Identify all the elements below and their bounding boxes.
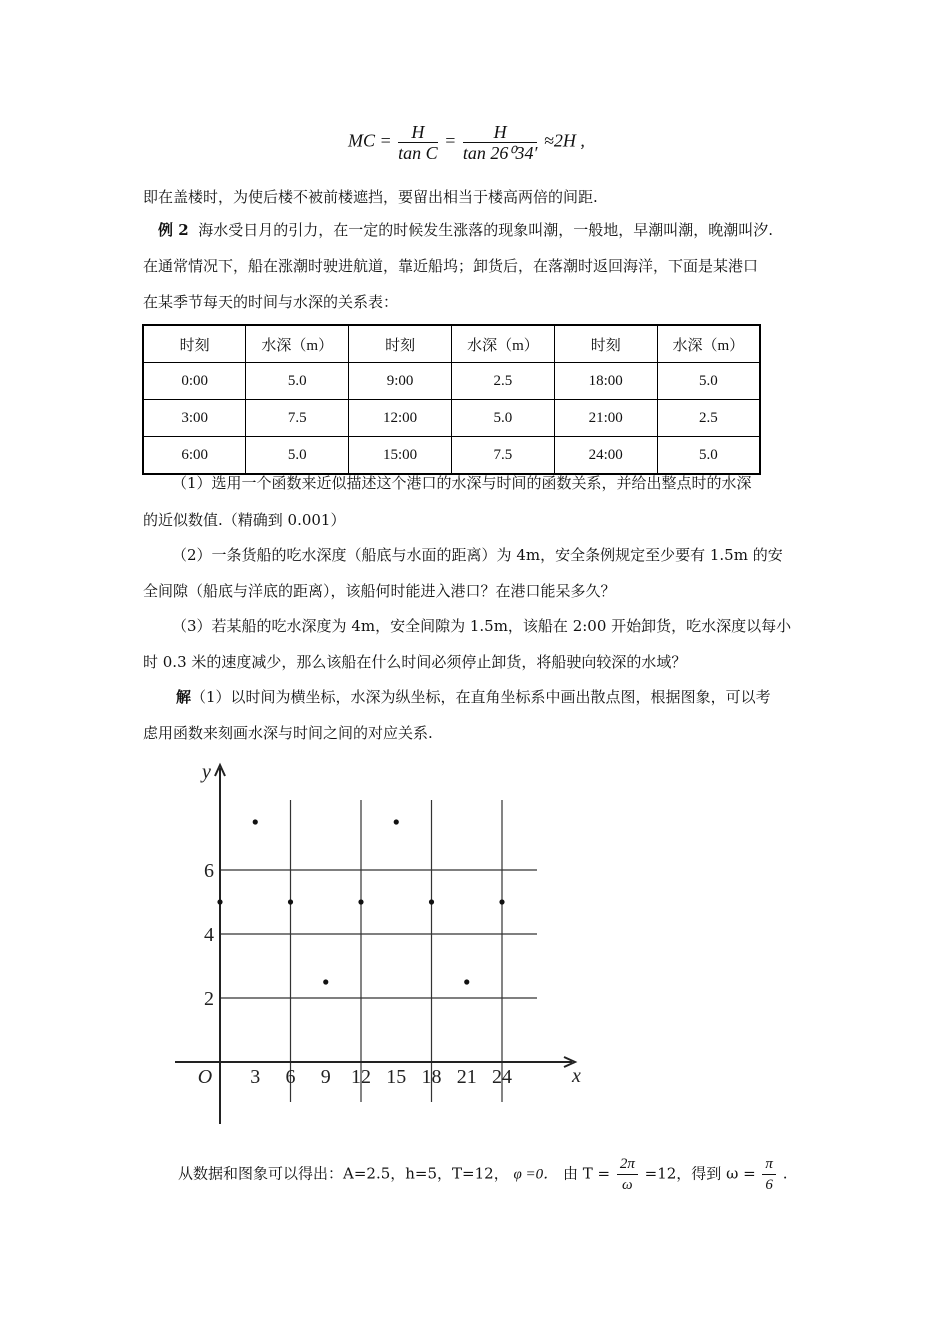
fraction-1 xyxy=(398,122,438,163)
denominator: tan 26⁰34′ xyxy=(462,143,538,163)
numerator: H xyxy=(398,122,438,143)
y-axis-label: y xyxy=(202,761,211,783)
table-cell: 6:00 xyxy=(143,437,246,475)
y-tick-label: 2 xyxy=(204,988,214,1010)
data-point xyxy=(217,899,222,904)
table-row xyxy=(143,363,760,400)
table-cell: 5.0 xyxy=(657,363,760,400)
period-formula: 由 T = xyxy=(562,1164,611,1183)
question-line: （2）一条货船的吃水深度（船底与水面的距离）为 4m，安全条例规定至少要有 1.5m 的安 xyxy=(172,546,783,564)
y-arrow-icon xyxy=(215,765,225,776)
paragraph: 即在盖楼时，为使后楼不被前楼遮挡，要留出相当于楼高两倍的间距. xyxy=(143,188,598,206)
table-header: 时刻 xyxy=(349,325,452,363)
origin-label: O xyxy=(197,1066,213,1088)
phi-value: φ =0． xyxy=(513,1166,559,1183)
table-cell: 5.0 xyxy=(246,363,349,400)
y-tick-label: 4 xyxy=(204,924,214,946)
omega-formula: =12，得到 ω = xyxy=(644,1164,756,1183)
conclusion-text: 从数据和图象可以得出：A=2.5，h=5，T=12， xyxy=(178,1164,509,1183)
table-header: 时刻 xyxy=(143,325,246,363)
example-line xyxy=(158,219,773,240)
x-tick-label: 15 xyxy=(386,1066,407,1088)
x-tick-label: 3 xyxy=(250,1066,261,1088)
data-point xyxy=(288,899,293,904)
solution-label: 解 xyxy=(176,688,192,706)
table-header: 水深（m） xyxy=(451,325,554,363)
table-cell: 3:00 xyxy=(143,400,246,437)
table-header: 水深（m） xyxy=(657,325,760,363)
data-point xyxy=(358,899,363,904)
table-cell: 2.5 xyxy=(657,400,760,437)
x-tick-label: 24 xyxy=(492,1066,512,1088)
formula-mc xyxy=(348,122,585,163)
data-point xyxy=(429,899,434,904)
data-point xyxy=(499,899,504,904)
denominator: tan C xyxy=(398,143,438,163)
table-cell: 21:00 xyxy=(554,400,657,437)
example-line: 在某季节每天的时间与水深的关系表： xyxy=(143,293,399,311)
table-cell: 24:00 xyxy=(554,437,657,475)
question-line: 全间隙（船底与洋底的距离），该船何时能进入港口？在港口能呆多久？ xyxy=(143,582,616,600)
numerator: 2π xyxy=(617,1154,638,1175)
table-cell: 2.5 xyxy=(451,363,554,400)
solution-line: 虑用函数来刻画水深与时间之间的对应关系. xyxy=(143,724,433,742)
table-row xyxy=(143,437,760,475)
table-header: 水深（m） xyxy=(246,325,349,363)
approx: ≈2H , xyxy=(543,130,585,151)
question-line: 的近似数值.（精确到 0.001） xyxy=(143,511,346,529)
x-tick-label: 12 xyxy=(351,1066,371,1088)
fraction-2 xyxy=(463,122,538,163)
table-cell: 5.0 xyxy=(451,400,554,437)
data-point xyxy=(394,819,399,824)
table-cell: 5.0 xyxy=(657,437,760,475)
x-tick-label: 9 xyxy=(320,1066,331,1088)
table-header-row xyxy=(143,325,760,363)
data-point xyxy=(253,819,258,824)
table-cell: 12:00 xyxy=(349,400,452,437)
x-arrow-icon xyxy=(564,1057,575,1067)
x-axis-label: x xyxy=(572,1065,581,1087)
fraction-omega xyxy=(762,1154,776,1195)
table-cell: 18:00 xyxy=(554,363,657,400)
period-mark: . xyxy=(782,1164,788,1183)
question-line: （1）选用一个函数来近似描述这个港口的水深与时间的函数关系，并给出整点时的水深 xyxy=(172,474,752,492)
denominator: ω xyxy=(622,1177,633,1193)
question-line: 时 0.3 米的速度减少，那么该船在什么时间必须停止卸货，将船驶向较深的水域？ xyxy=(143,653,687,671)
equals: = xyxy=(444,130,457,151)
x-tick-label: 6 xyxy=(285,1066,296,1088)
table-header: 时刻 xyxy=(554,325,657,363)
example-line: 在通常情况下，船在涨潮时驶进航道，靠近船坞；卸货后，在落潮时返回海洋，下面是某港口 xyxy=(143,257,759,275)
fraction-period xyxy=(617,1154,638,1195)
example-label: 例 2 xyxy=(158,221,189,239)
conclusion-line xyxy=(178,1154,788,1195)
numerator: π xyxy=(762,1154,776,1175)
question-line: （3）若某船的吃水深度为 4m，安全间隙为 1.5m，该船在 2:00 开始卸货，吃水深度以每小 xyxy=(172,617,792,635)
table-cell: 9:00 xyxy=(349,363,452,400)
x-tick-label: 21 xyxy=(456,1066,477,1088)
table-cell: 5.0 xyxy=(246,437,349,475)
table-cell: 0:00 xyxy=(143,363,246,400)
table-cell: 7.5 xyxy=(451,437,554,475)
denominator: 6 xyxy=(765,1177,773,1193)
table-cell: 15:00 xyxy=(349,437,452,475)
data-point xyxy=(323,979,328,984)
solution-line xyxy=(176,686,771,707)
data-point xyxy=(464,979,469,984)
table-cell: 7.5 xyxy=(246,400,349,437)
example-text: 海水受日月的引力，在一定的时候发生涨落的现象叫潮，一般地，早潮叫潮，晚潮叫汐. xyxy=(198,221,773,239)
numerator: H xyxy=(463,122,538,143)
formula-lhs: MC = xyxy=(348,130,392,151)
table-row xyxy=(143,400,760,437)
solution-text: （1）以时间为横坐标，水深为纵坐标，在直角坐标系中画出散点图，根据图象，可以考 xyxy=(191,688,771,706)
x-tick-label: 18 xyxy=(421,1066,442,1088)
y-tick-label: 6 xyxy=(204,860,214,882)
depth-table xyxy=(142,324,761,475)
